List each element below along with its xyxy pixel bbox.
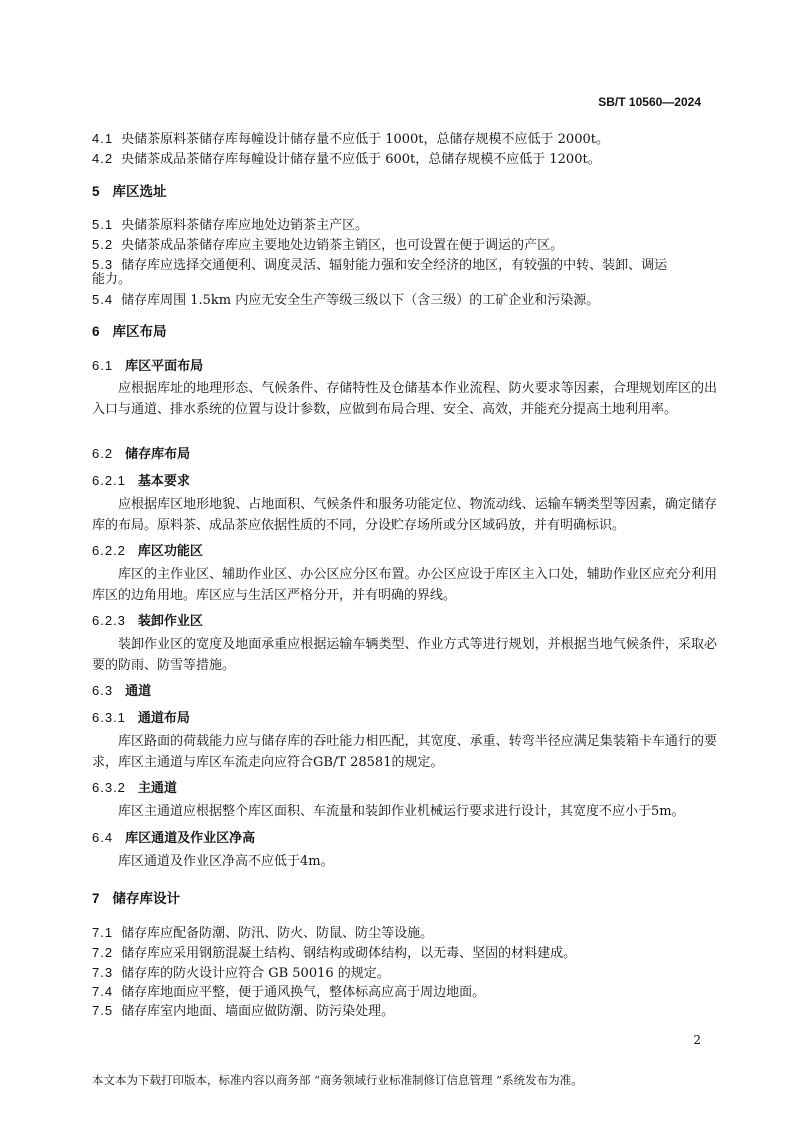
clause-number: 4.2 — [92, 151, 114, 166]
clause-number: 4.1 — [92, 131, 114, 146]
clause-4-2 — [92, 148, 717, 170]
subsection-number: 6.3.1 — [92, 710, 126, 725]
section-title: 储存库设计 — [112, 891, 181, 907]
paragraph-6-1: 应根据库址的地理形态、气候条件、存储特性及仓储基本作业流程、防火要求等因素，合理规划库区的出入口与通道、排水系统的位置与设计参数，应做到布局合理、安全、高效，并能充分提高土地利用率。 — [92, 381, 717, 417]
clause-text: 央储茶原料茶储存库应地处边销茶主产区。 — [121, 218, 369, 233]
clause-number: 7.4 — [92, 984, 114, 999]
clause-number: 5.4 — [92, 292, 114, 307]
paragraph-6-3-1: 库区路面的荷载能力应与储存库的吞吐能力相匹配，其宽度、承重、转弯半径应满足集装箱卡车通行的要求，库区主通道与库区车流走向应符合GB/T 28581的规定。 — [92, 734, 717, 770]
clause-number: 7.2 — [92, 945, 114, 960]
paragraph-6-2-3: 装卸作业区的宽度及地面承重应根据运输车辆类型、作业方式等进行规划，并根据当地气候条件，采取必要的防雨、防雪等措施。 — [92, 637, 717, 673]
footer-note: 本文本为下载打印版本，标准内容以商务部 “商务领域行业标准制修订信息管理 ”系统发布为准。 — [92, 1073, 583, 1087]
section-title: 库区选址 — [112, 184, 167, 200]
section-title: 库区布局 — [112, 324, 167, 340]
clause-text: 储存库应选择交通便利、调度灵活、辐射能力强和安全经济的地区，有较强的中转、装卸、调运 — [121, 258, 668, 273]
clause-text: 央储茶成品茶储存库应主要地处边销茶主销区，也可设置在便于调运的产区。 — [121, 238, 564, 253]
clause-5-2 — [92, 234, 717, 256]
clause-text: 储存库室内地面、墙面应做防潮、防污染处理。 — [121, 1004, 395, 1019]
paragraph-6-2-2: 库区的主作业区、辅助作业区、办公区应分区布置。办公区应设于库区主入口处，辅助作业区应充分利用库区的边角用地。库区应与生活区严格分开，并有明确的界线。 — [92, 567, 717, 603]
paragraph-6-4: 库区通道及作业区净高不应低于4m。 — [118, 854, 334, 869]
subsection-number: 6.2.1 — [92, 473, 126, 488]
subsection-title: 库区功能区 — [137, 544, 203, 559]
clause-text: 储存库地面应平整，便于通风换气，整体标高应高于周边地面。 — [121, 985, 486, 1000]
section-7-heading — [92, 888, 717, 910]
clause-7-2 — [92, 942, 717, 964]
page-number: 2 — [693, 1033, 701, 1047]
heading-6-2-2 — [92, 540, 717, 562]
subsection-title: 装卸作业区 — [137, 614, 203, 629]
clause-number: 5.2 — [92, 237, 114, 252]
clause-number: 7.1 — [92, 925, 114, 940]
heading-6-3 — [92, 680, 717, 702]
clause-text: 央储茶原料茶储存库每幢设计储存量不应低于 1000t，总储存规模不应低于 2000t。 — [121, 132, 609, 147]
section-number: 5 — [92, 184, 101, 199]
heading-6-4 — [92, 827, 717, 849]
heading-6-2 — [92, 443, 717, 465]
paragraph-6-3-2: 库区主通道应根据整个库区面积、车流量和装卸作业机械运行要求进行设计，其宽度不应小于5m。 — [118, 804, 685, 819]
clause-5-1 — [92, 214, 717, 236]
heading-6-2-3 — [92, 610, 717, 632]
clause-number: 7.5 — [92, 1003, 114, 1018]
subsection-number: 6.2 — [92, 446, 114, 461]
clause-text: 央储茶成品茶储存库每幢设计储存量不应低于 600t，总储存规模不应低于 1200t。 — [121, 152, 601, 167]
heading-6-1 — [92, 355, 717, 377]
clause-5-4 — [92, 289, 717, 311]
section-6-heading — [92, 321, 717, 343]
clause-text: 储存库应配备防潮、防汛、防火、防鼠、防尘等设施。 — [121, 926, 434, 941]
subsection-title: 库区通道及作业区净高 — [125, 831, 256, 846]
clause-number: 7.3 — [92, 965, 114, 980]
clause-5-3-continuation: 能力。 — [92, 272, 132, 287]
subsection-title: 通道 — [125, 684, 152, 699]
subsection-title: 通道布局 — [137, 711, 190, 726]
subsection-title: 主通道 — [137, 781, 177, 796]
subsection-number: 6.3.2 — [92, 780, 126, 795]
subsection-title: 储存库布局 — [125, 447, 191, 462]
subsection-title: 库区平面布局 — [125, 359, 204, 374]
subsection-number: 6.1 — [92, 358, 114, 373]
clause-4-1 — [92, 128, 717, 150]
heading-6-3-1 — [92, 707, 717, 729]
clause-text: 储存库应采用钢筋混凝土结构、钢结构或砌体结构，以无毒、坚固的材料建成。 — [121, 946, 577, 961]
paragraph-6-2-1: 应根据库区地形地貌、占地面积、气候条件和服务功能定位、物流动线、运输车辆类型等因素，确定储存库的布局。原料茶、成品茶应依据性质的不同，分设贮存场所或分区域码放，并有明确标识。 — [92, 497, 717, 533]
subsection-number: 6.2.2 — [92, 543, 126, 558]
clause-number: 5.3 — [92, 257, 114, 272]
subsection-title: 基本要求 — [137, 474, 190, 489]
section-5-heading — [92, 181, 717, 203]
clause-number: 5.1 — [92, 217, 114, 232]
clause-text: 储存库周围 1.5km 内应无安全生产等级三级以下（含三级）的工矿企业和污染源。 — [121, 293, 600, 308]
clause-text: 储存库的防火设计应符合 GB 50016 的规定。 — [121, 966, 390, 981]
subsection-number: 6.3 — [92, 683, 114, 698]
standard-id: SB/T 10560—2024 — [598, 95, 701, 109]
section-number: 6 — [92, 324, 101, 339]
section-number: 7 — [92, 891, 101, 906]
heading-6-2-1 — [92, 470, 717, 492]
heading-6-3-2 — [92, 777, 717, 799]
clause-7-1 — [92, 922, 717, 944]
clause-7-5 — [92, 1000, 717, 1022]
subsection-number: 6.2.3 — [92, 613, 126, 628]
subsection-number: 6.4 — [92, 830, 114, 845]
